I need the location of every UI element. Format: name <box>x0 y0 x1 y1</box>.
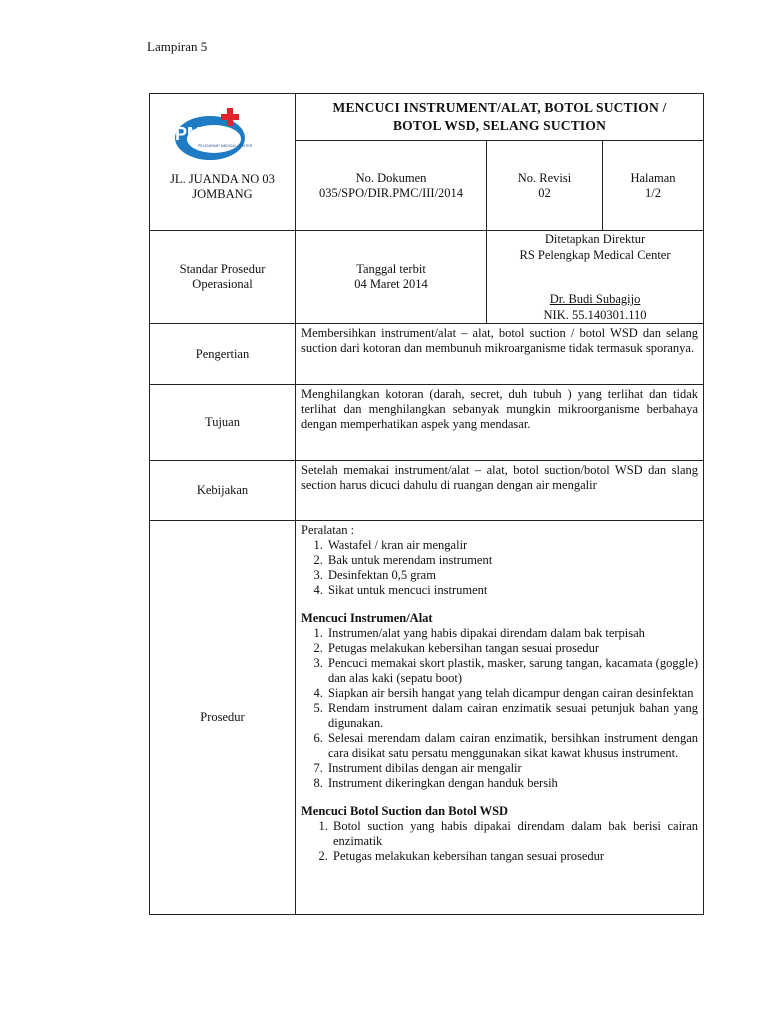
list-item: 4. Siapkan air bersih hangat yang telah dicampur dengan cairan desinfektan <box>326 686 698 701</box>
list-item: 1. Botol suction yang habis dipakai direndam dalam bak berisi cairan enzimatik <box>331 819 698 849</box>
list-item: 2. Petugas melakukan kebersihan tangan sesuai prosedur <box>326 641 698 656</box>
list-item: 3. Desinfektan 0,5 gram <box>326 568 698 583</box>
kebijakan-label: Kebijakan <box>150 461 296 521</box>
revision-cell: No. Revisi 02 <box>487 141 603 231</box>
list-item: 3. Pencuci memakai skort plastik, masker, sarung tangan, kacamata (goggle) dan alas kaki (sepatu boot) <box>326 656 698 686</box>
kebijakan-text: Setelah memakai instrument/alat – alat, botol suction/botol WSD dan slang section harus dicuci dahulu di ruangan dengan air mengalir <box>296 461 704 521</box>
page-number-cell: Halaman 1/2 <box>603 141 704 231</box>
document-number-cell: No. Dokumen 035/SPO/DIR.PMC/III/2014 <box>296 141 487 231</box>
instrumen-section-title: Mencuci Instrumen/Alat <box>301 611 433 625</box>
list-item: 5. Rendam instrument dalam cairan enzimatik sesuai petunjuk bahan yang digunakan. <box>326 701 698 731</box>
document-title: MENCUCI INSTRUMENT/ALAT, BOTOL SUCTION / BOTOL WSD, SELANG SUCTION <box>296 94 704 141</box>
list-item: 2. Bak untuk merendam instrument <box>326 553 698 568</box>
instrumen-steps-list <box>301 626 698 791</box>
pmc-logo <box>172 102 254 164</box>
hospital-identity-cell <box>150 94 296 231</box>
pengertian-text: Membersihkan instrument/alat – alat, botol suction / botol WSD dan selang suction dari kotoran dan membunuh mikroarganisme tidak termasuk sporanya. <box>296 324 704 385</box>
prosedur-content <box>296 521 704 915</box>
tujuan-text: Menghilangkan kotoran (darah, secret, duh tubuh ) yang terlihat dan tidak terlihat dan menghilangkan sebanyak mungkin mikroorganisme berbahaya dengan memperhatikan aspek yang mendasar. <box>296 385 704 461</box>
peralatan-title: Peralatan : <box>301 523 355 537</box>
logo-subtext: PELENGKAP MEDICAL CENTER <box>198 144 253 148</box>
director-name: Dr. Budi Subagijo <box>549 292 641 306</box>
list-item: 8. Instrument dikeringkan dengan handuk bersih <box>326 776 698 791</box>
list-item: 1. Instrumen/alat yang habis dipakai direndam dalam bak terpisah <box>326 626 698 641</box>
director-nik: NIK. 55.140301.110 <box>543 308 647 322</box>
peralatan-list <box>301 538 698 598</box>
list-item: 6. Selesai merendam dalam cairan enzimatik, bersihkan instrument dengan cara disikat satu persatu menggunakan sikat kawat khusus instrument. <box>326 731 698 761</box>
botol-steps-list <box>301 819 698 864</box>
spo-document-table <box>149 93 704 915</box>
prosedur-label: Prosedur <box>150 521 296 915</box>
list-item: 1. Wastafel / kran air mengalir <box>326 538 698 553</box>
list-item: 2. Petugas melakukan kebersihan tangan sesuai prosedur <box>331 849 698 864</box>
list-item: 7. Instrument dibilas dengan air mengalir <box>326 761 698 776</box>
logo-text: PMC <box>175 124 215 144</box>
director-approval-cell: Ditetapkan Direktur RS Pelengkap Medical Center Dr. Budi Subagijo NIK. 55.140301.110 <box>487 231 704 324</box>
pengertian-label: Pengertian <box>150 324 296 385</box>
botol-section-title: Mencuci Botol Suction dan Botol WSD <box>301 804 509 818</box>
appendix-label: Lampiran 5 <box>147 39 208 54</box>
tujuan-label: Tujuan <box>150 385 296 461</box>
spo-label: Standar Prosedur Operasional <box>150 231 296 324</box>
issue-date-cell: Tanggal terbit 04 Maret 2014 <box>296 231 487 324</box>
list-item: 4. Sikat untuk mencuci instrument <box>326 583 698 598</box>
hospital-address: JL. JUANDA NO 03 JOMBANG <box>170 172 275 201</box>
